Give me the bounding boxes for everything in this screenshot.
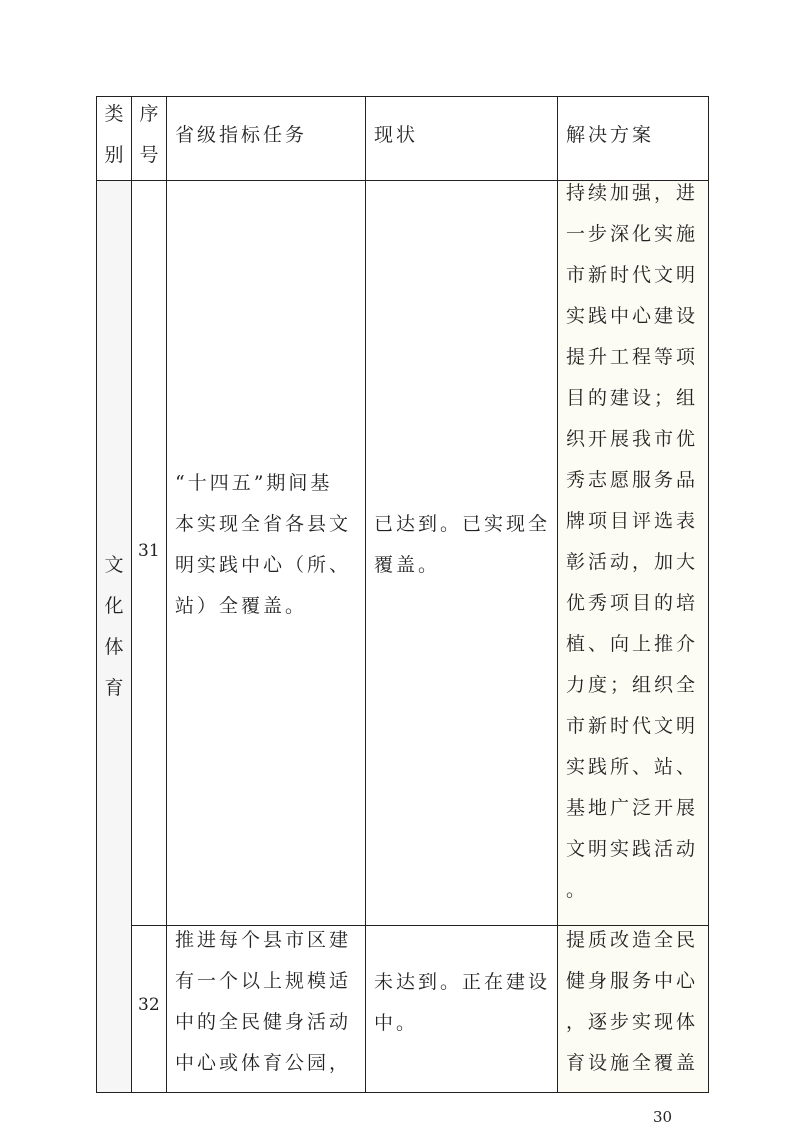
header-solution: 解决方案 xyxy=(566,124,655,146)
category-char-4: 育 xyxy=(104,677,124,699)
header-category-char-1: 类 xyxy=(104,103,124,125)
row32-task-line: 推进每个县市区建 xyxy=(175,929,352,951)
header-seq xyxy=(132,94,166,176)
row31-solution-line: 持续加强，进 xyxy=(566,182,699,204)
row31-solution-line: 基地广泛开展 xyxy=(566,797,699,819)
row32-solution-line: 育设施全覆盖 xyxy=(566,1052,699,1074)
row31-solution-line: 实践所、站、 xyxy=(566,756,699,778)
row31-solution-line: 秀志愿服务品 xyxy=(566,469,699,491)
table-top-border xyxy=(96,96,709,97)
row32-task-line: 有一个以上规模适 xyxy=(175,970,352,992)
header-status: 现状 xyxy=(374,124,419,146)
row31-task-line: 明实践中心（所、 xyxy=(175,554,352,576)
row31-solution xyxy=(566,173,698,911)
category-label xyxy=(97,545,131,709)
header-seq-char-2: 号 xyxy=(139,144,159,166)
row31-solution-line: 提升工程等项 xyxy=(566,346,699,368)
row31-status xyxy=(374,504,550,586)
row32-task xyxy=(175,920,351,1084)
row31-solution-line: 彰活动，加大 xyxy=(566,551,699,573)
row32-status xyxy=(374,962,550,1044)
row31-task-line: “十四五”期间基 xyxy=(175,472,333,494)
row31-status-line: 已达到。已实现全 xyxy=(374,513,551,535)
category-char-2: 化 xyxy=(104,595,124,617)
header-category-char-2: 别 xyxy=(104,144,124,166)
col-divider-1 xyxy=(131,96,132,1093)
row31-solution-line: 织开展我市优 xyxy=(566,428,699,450)
row32-seq: 32 xyxy=(138,995,160,1015)
col-divider-4 xyxy=(557,96,558,1093)
row32-solution-line: ，逐步实现体 xyxy=(566,1011,699,1033)
table-bottom-border xyxy=(96,1092,709,1093)
category-char-3: 体 xyxy=(104,636,124,658)
row31-solution-line: 力度；组织全 xyxy=(566,674,699,696)
row32-status-line: 未达到。正在建设 xyxy=(374,971,551,993)
row31-solution-line: 一步深化实施 xyxy=(566,223,699,245)
row31-task-line: 站）全覆盖。 xyxy=(175,595,308,617)
row32-solution-line: 健身服务中心 xyxy=(566,970,699,992)
row31-solution-line: 植、向上推介 xyxy=(566,633,699,655)
row31-solution-line: 优秀项目的培 xyxy=(566,592,699,614)
header-task: 省级指标任务 xyxy=(175,124,308,146)
row32-task-line: 中的全民健身活动 xyxy=(175,1011,352,1033)
row31-solution-line: 目的建设；组 xyxy=(566,387,699,409)
header-category xyxy=(97,94,131,176)
row31-task xyxy=(175,463,351,627)
row32-solution-line: 提质改造全民 xyxy=(566,929,699,951)
row31-solution-line: 市新时代文明 xyxy=(566,264,699,286)
header-seq-char-1: 序 xyxy=(139,103,159,125)
table-right-border xyxy=(708,96,709,1093)
row32-solution xyxy=(566,920,698,1084)
row31-seq: 31 xyxy=(138,541,160,561)
col-divider-3 xyxy=(365,96,366,1093)
col-divider-2 xyxy=(166,96,167,1093)
row31-solution-line: 牌项目评选表 xyxy=(566,510,699,532)
row31-task-line: 本实现全省各县文 xyxy=(175,513,352,535)
row31-solution-line: 。 xyxy=(566,879,589,901)
row31-status-line: 覆盖。 xyxy=(374,554,441,576)
page-number: 30 xyxy=(653,1108,673,1126)
category-char-1: 文 xyxy=(104,554,124,576)
row32-status-line: 中。 xyxy=(374,1012,419,1034)
row32-task-line: 中心或体育公园， xyxy=(175,1052,352,1074)
row31-solution-line: 实践中心建设 xyxy=(566,305,699,327)
row31-solution-line: 文明实践活动 xyxy=(566,838,699,860)
row31-solution-line: 市新时代文明 xyxy=(566,715,699,737)
